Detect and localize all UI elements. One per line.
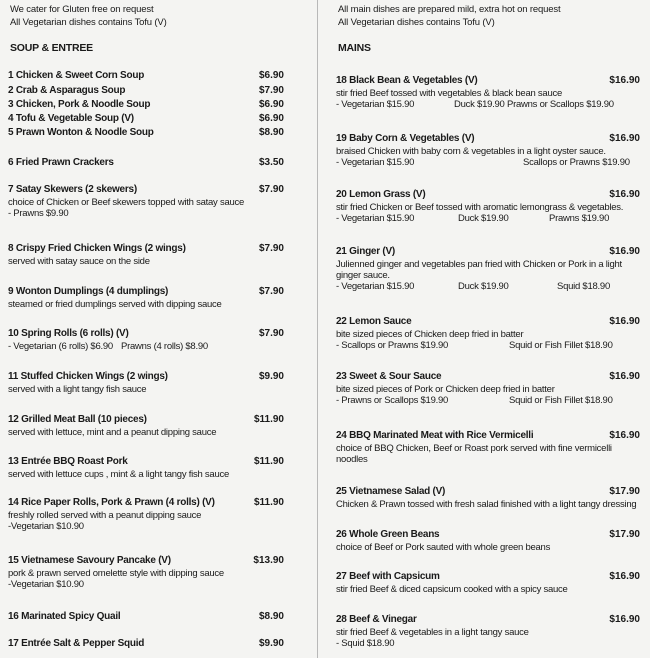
menu-item-name: 2 Crab & Asparagus Soup [8, 85, 126, 96]
menu-item-price: $8.90 [258, 611, 284, 622]
menu-item-name: 12 Grilled Meat Ball (10 pieces) [8, 414, 147, 425]
menu-item-price: $7.90 [258, 328, 284, 339]
menu-item-name: 11 Stuffed Chicken Wings (2 wings) [8, 371, 168, 382]
menu-item-price: $3.50 [258, 157, 284, 168]
menu-item-price: $16.90 [609, 371, 640, 382]
menu-item-name: 8 Crispy Fried Chicken Wings (2 wings) [8, 243, 186, 254]
menu-item-description: served with lettuce, mint and a peanut dipping sauce [8, 427, 217, 438]
section-title-soup-entree: SOUP & ENTREE [10, 42, 93, 54]
menu-item-option: Prawns $19.90 [549, 213, 610, 224]
menu-item-description: choice of BBQ Chicken, Beef or Roast pork served with fine vermicelli [336, 443, 612, 454]
menu-item-name: 13 Entrée BBQ Roast Pork [8, 456, 128, 467]
menu-item-price: $16.90 [609, 316, 640, 327]
menu-item-option: - Vegetarian $15.90 [336, 99, 415, 110]
mild-note: All main dishes are prepared mild, extra hot on request [338, 4, 561, 15]
menu-item-description: -Vegetarian $10.90 [8, 579, 84, 590]
menu-item-price: $6.90 [258, 99, 284, 110]
menu-item-price: $11.90 [253, 497, 284, 508]
menu-item-name: 15 Vietnamese Savoury Pancake (V) [8, 555, 171, 566]
section-title-mains: MAINS [338, 42, 371, 54]
menu-item-price: $16.90 [609, 571, 640, 582]
menu-item-description: stir fried Beef & diced capsicum cooked with a spicy sauce [336, 584, 568, 595]
menu-item-name: 19 Baby Corn & Vegetables (V) [336, 133, 475, 144]
menu-item-price: $8.90 [258, 127, 284, 138]
menu-item-description: Julienned ginger and vegetables pan fried with Chicken or Pork in a light [336, 259, 622, 270]
menu-item-description: steamed or fried dumplings served with dipping sauce [8, 299, 222, 310]
menu-item-name: 4 Tofu & Vegetable Soup (V) [8, 113, 134, 124]
menu-item-description: bite sized pieces of Pork or Chicken deep fried in batter [336, 384, 555, 395]
menu-item-price: $16.90 [609, 246, 640, 257]
menu-item-price: $16.90 [609, 75, 640, 86]
menu-item-option: - Scallops or Prawns $19.90 [336, 340, 449, 351]
menu-item-name: 22 Lemon Sauce [336, 316, 412, 327]
menu-item-option: Duck $19.90 [458, 281, 509, 292]
menu-item-name: 18 Black Bean & Vegetables (V) [336, 75, 478, 86]
menu-item-price: $16.90 [609, 614, 640, 625]
menu-item-price: $11.90 [253, 414, 284, 425]
menu-item-name: 17 Entrée Salt & Pepper Squid [8, 638, 145, 649]
gluten-note: We cater for Gluten free on request [10, 4, 154, 15]
menu-item-name: 7 Satay Skewers (2 skewers) [8, 184, 137, 195]
menu-item-option: Squid or Fish Fillet $18.90 [509, 340, 613, 351]
menu-item-description: choice of Beef or Pork sauted with whole green beans [336, 542, 551, 553]
menu-item-description: noodles [336, 454, 368, 465]
menu-item-price: $7.90 [258, 85, 284, 96]
menu-item-name: 26 Whole Green Beans [336, 529, 440, 540]
menu-item-name: 6 Fried Prawn Crackers [8, 157, 114, 168]
menu-item-description: served with lettuce cups , mint & a light tangy fish sauce [8, 469, 230, 480]
menu-item-name: 28 Beef & Vinegar [336, 614, 417, 625]
menu-item-option: Duck $19.90 [454, 99, 505, 110]
menu-item-price: $13.90 [253, 555, 284, 566]
menu-item-name: 5 Prawn Wonton & Noodle Soup [8, 127, 154, 138]
menu-item-description: freshly rolled served with a peanut dipping sauce [8, 510, 202, 521]
menu-item-price: $9.90 [258, 638, 284, 649]
menu-item-description: served with a light tangy fish sauce [8, 384, 147, 395]
menu-item-description: braised Chicken with baby corn & vegetables in a light oyster sauce. [336, 146, 606, 157]
menu-item-description: stir fried Beef tossed with vegetables & black bean sauce [336, 88, 563, 99]
menu-item-name: 23 Sweet & Sour Sauce [336, 371, 442, 382]
menu-item-option: Squid or Fish Fillet $18.90 [509, 395, 613, 406]
menu-item-description: -Vegetarian $10.90 [8, 521, 84, 532]
menu-item-price: $17.90 [609, 529, 640, 540]
menu-item-description: stir fried Chicken or Beef tossed with aromatic lemongrass & vegetables. [336, 202, 624, 213]
menu-item-description: - Prawns $9.90 [8, 208, 69, 219]
menu-item-option: Squid $18.90 [557, 281, 610, 292]
menu-item-name: 24 BBQ Marinated Meat with Rice Vermicelli [336, 430, 534, 441]
menu-item-price: $7.90 [258, 286, 284, 297]
menu-item-description: choice of Chicken or Beef skewers topped with satay sauce [8, 197, 245, 208]
menu-item-name: 9 Wonton Dumplings (4 dumplings) [8, 286, 169, 297]
menu-item-name: 27 Beef with Capsicum [336, 571, 440, 582]
menu-item-description: - Squid $18.90 [336, 638, 395, 649]
menu-item-option: - Vegetarian $15.90 [336, 157, 415, 168]
menu-item-option: Prawns (4 rolls) $8.90 [121, 341, 208, 352]
menu-item-option: - Vegetarian $15.90 [336, 213, 415, 224]
menu-item-option: Duck $19.90 [458, 213, 509, 224]
menu-item-name: 14 Rice Paper Rolls, Pork & Prawn (4 rolls) (V) [8, 497, 215, 508]
menu-item-name: 1 Chicken & Sweet Corn Soup [8, 70, 145, 81]
menu-item-price: $16.90 [609, 189, 640, 200]
menu-item-price: $16.90 [609, 430, 640, 441]
menu-item-option: - Vegetarian (6 rolls) $6.90 [8, 341, 113, 352]
menu-item-name: 25 Vietnamese Salad (V) [336, 486, 446, 497]
menu-item-description: pork & prawn served omelette style with dipping sauce [8, 568, 224, 579]
menu-item-price: $17.90 [609, 486, 640, 497]
menu-item-price: $6.90 [258, 70, 284, 81]
menu-item-name: 3 Chicken, Pork & Noodle Soup [8, 99, 151, 110]
vegetarian-note: All Vegetarian dishes contains Tofu (V) [10, 17, 167, 28]
menu-item-description: served with satay sauce on the side [8, 256, 150, 267]
menu-item-option: Prawns or Scallops $19.90 [507, 99, 614, 110]
menu-item-price: $11.90 [253, 456, 284, 467]
menu-item-option: - Vegetarian $15.90 [336, 281, 415, 292]
menu-item-name: 20 Lemon Grass (V) [336, 189, 426, 200]
menu-item-description: Chicken & Prawn tossed with fresh salad finished with a light tangy dressing [336, 499, 637, 510]
menu-item-name: 21 Ginger (V) [336, 246, 395, 257]
menu-item-option: Scallops or Prawns $19.90 [523, 157, 630, 168]
menu-item-description: ginger sauce. [336, 270, 390, 281]
menu-item-price: $6.90 [258, 113, 284, 124]
menu-item-option: - Prawns or Scallops $19.90 [336, 395, 449, 406]
menu-item-price: $7.90 [258, 243, 284, 254]
menu-item-name: 10 Spring Rolls (6 rolls) (V) [8, 328, 129, 339]
column-divider [317, 0, 318, 658]
menu-item-description: stir fried Beef & vegetables in a light tangy sauce [336, 627, 529, 638]
vegetarian-note-right: All Vegetarian dishes contains Tofu (V) [338, 17, 495, 28]
menu-item-name: 16 Marinated Spicy Quail [8, 611, 121, 622]
menu-item-price: $7.90 [258, 184, 284, 195]
menu-item-description: bite sized pieces of Chicken deep fried in batter [336, 329, 524, 340]
menu-item-price: $16.90 [609, 133, 640, 144]
menu-item-price: $9.90 [258, 371, 284, 382]
